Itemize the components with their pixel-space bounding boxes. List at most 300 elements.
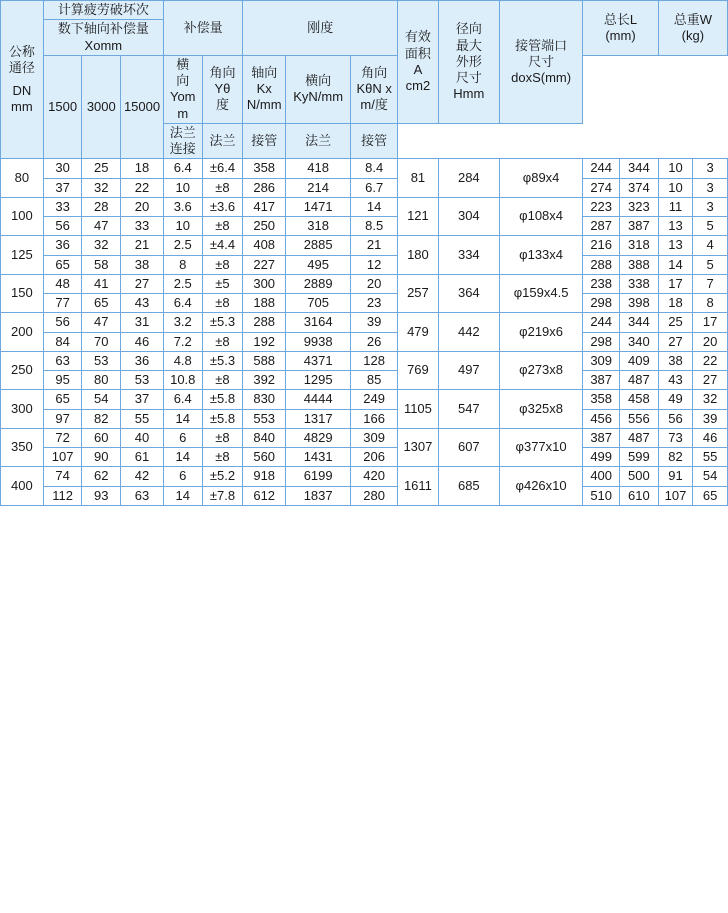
cell-fatigue-15000: 46 bbox=[121, 332, 164, 351]
cell-stiff-axial: 358 bbox=[243, 159, 286, 178]
header-stiff-axial-line3: N/mm bbox=[246, 97, 282, 113]
cell-stiff-angular: 14 bbox=[351, 197, 398, 216]
cell-nozzle: φ133x4 bbox=[499, 236, 582, 275]
cell-radial: 547 bbox=[438, 390, 499, 429]
header-stiff-lateral-line2: KyN/mm bbox=[293, 89, 344, 105]
header-dn-line2: 通径 bbox=[8, 60, 35, 76]
cell-dn: 350 bbox=[1, 428, 44, 467]
header-weight-line2: (kg) bbox=[681, 27, 705, 43]
cell-length-flange: 238 bbox=[583, 274, 620, 293]
cell-length-flange: 387 bbox=[583, 428, 620, 447]
cell-fatigue-1500: 65 bbox=[43, 390, 82, 409]
cell-fatigue-3000: 93 bbox=[82, 486, 121, 505]
header-weight-pipe bbox=[351, 123, 398, 159]
header-length-line2: (mm) bbox=[605, 27, 636, 43]
cell-length-pipe: 318 bbox=[619, 236, 658, 255]
table-row bbox=[1, 371, 728, 390]
cell-stiff-lateral: 1837 bbox=[286, 486, 351, 505]
cell-radial: 442 bbox=[438, 313, 499, 352]
header-fatigue-sub-line1: 数下轴向补偿量 bbox=[57, 21, 149, 37]
header-stiffness-group: 刚度 bbox=[243, 1, 398, 56]
cell-fatigue-15000: 18 bbox=[121, 159, 164, 178]
cell-stiff-angular: 166 bbox=[351, 409, 398, 428]
cell-stiff-lateral: 2885 bbox=[286, 236, 351, 255]
cell-stiff-lateral: 1295 bbox=[286, 371, 351, 390]
header-dn-line3: DN bbox=[12, 82, 32, 98]
header-weight-group bbox=[658, 1, 727, 56]
cell-length-pipe: 487 bbox=[619, 371, 658, 390]
cell-length-flange: 244 bbox=[583, 159, 620, 178]
cell-stiff-axial: 286 bbox=[243, 178, 286, 197]
cell-length-pipe: 338 bbox=[619, 274, 658, 293]
table-row bbox=[1, 390, 728, 409]
cell-weight-pipe: 54 bbox=[693, 467, 728, 486]
table-row bbox=[1, 351, 728, 370]
cell-fatigue-3000: 82 bbox=[82, 409, 121, 428]
cell-fatigue-15000: 27 bbox=[121, 274, 164, 293]
cell-weight-pipe: 39 bbox=[693, 409, 728, 428]
cell-radial: 334 bbox=[438, 236, 499, 275]
cell-fatigue-3000: 65 bbox=[82, 294, 121, 313]
cell-area: 81 bbox=[398, 159, 439, 198]
header-stiff-angular-line3: m/度 bbox=[360, 97, 388, 113]
cell-fatigue-1500: 112 bbox=[43, 486, 82, 505]
cell-fatigue-3000: 60 bbox=[82, 428, 121, 447]
cell-weight-flange: 49 bbox=[658, 390, 693, 409]
table-row bbox=[1, 159, 728, 178]
cell-comp-angular: ±5 bbox=[202, 274, 243, 293]
header-radial-line5: Hmm bbox=[453, 86, 485, 102]
cell-fatigue-15000: 43 bbox=[121, 294, 164, 313]
cell-comp-angular: ±4.4 bbox=[202, 236, 243, 255]
cell-length-pipe: 458 bbox=[619, 390, 658, 409]
cell-length-flange: 287 bbox=[583, 217, 620, 236]
header-stiff-axial bbox=[243, 55, 286, 123]
cell-stiff-lateral: 418 bbox=[286, 159, 351, 178]
cell-weight-pipe: 3 bbox=[693, 197, 728, 216]
header-weight-line1: 总重W bbox=[673, 11, 712, 27]
header-nozzle-line1: 接管端口 bbox=[515, 37, 568, 53]
cell-weight-flange: 91 bbox=[658, 467, 693, 486]
cell-length-pipe: 340 bbox=[619, 332, 658, 351]
cell-stiff-angular: 20 bbox=[351, 274, 398, 293]
cell-stiff-angular: 128 bbox=[351, 351, 398, 370]
cell-stiff-angular: 23 bbox=[351, 294, 398, 313]
cell-stiff-lateral: 705 bbox=[286, 294, 351, 313]
cell-nozzle: φ325x8 bbox=[499, 390, 582, 429]
cell-stiff-axial: 417 bbox=[243, 197, 286, 216]
cell-comp-angular: ±5.8 bbox=[202, 409, 243, 428]
cell-comp-lateral: 6.4 bbox=[163, 294, 202, 313]
cell-dn: 400 bbox=[1, 467, 44, 506]
cell-stiff-axial: 612 bbox=[243, 486, 286, 505]
table-body bbox=[1, 159, 728, 506]
cell-weight-pipe: 5 bbox=[693, 217, 728, 236]
header-compensation-group: 补偿量 bbox=[163, 1, 242, 56]
cell-length-flange: 216 bbox=[583, 236, 620, 255]
cell-comp-angular: ±8 bbox=[202, 178, 243, 197]
cell-weight-flange: 82 bbox=[658, 448, 693, 467]
cell-length-flange: 400 bbox=[583, 467, 620, 486]
cell-area: 479 bbox=[398, 313, 439, 352]
header-nozzle-sub: 法兰连接 bbox=[163, 123, 202, 159]
cell-length-flange: 288 bbox=[583, 255, 620, 274]
cell-stiff-axial: 553 bbox=[243, 409, 286, 428]
cell-fatigue-1500: 56 bbox=[43, 313, 82, 332]
header-stiff-axial-line1: 轴向 bbox=[251, 64, 278, 80]
table-row bbox=[1, 178, 728, 197]
header-comp-lateral-line3: Yomm bbox=[169, 89, 196, 121]
header-fatigue-15000: 15000 bbox=[121, 55, 164, 159]
cell-area: 1105 bbox=[398, 390, 439, 429]
cell-length-flange: 298 bbox=[583, 332, 620, 351]
cell-radial: 685 bbox=[438, 467, 499, 506]
cell-weight-pipe: 20 bbox=[693, 332, 728, 351]
cell-comp-lateral: 6 bbox=[163, 467, 202, 486]
cell-fatigue-1500: 36 bbox=[43, 236, 82, 255]
table-row bbox=[1, 197, 728, 216]
cell-fatigue-3000: 47 bbox=[82, 217, 121, 236]
cell-comp-angular: ±5.3 bbox=[202, 313, 243, 332]
header-comp-angular bbox=[202, 55, 243, 123]
header-area-line2: 面积 bbox=[404, 45, 431, 61]
cell-comp-angular: ±7.8 bbox=[202, 486, 243, 505]
cell-fatigue-15000: 42 bbox=[121, 467, 164, 486]
cell-weight-pipe: 3 bbox=[693, 178, 728, 197]
cell-length-flange: 223 bbox=[583, 197, 620, 216]
cell-weight-flange: 13 bbox=[658, 236, 693, 255]
header-stiff-angular bbox=[351, 55, 398, 123]
header-radial-line2: 最大 bbox=[455, 37, 482, 53]
cell-weight-pipe: 46 bbox=[693, 428, 728, 447]
cell-comp-lateral: 14 bbox=[163, 409, 202, 428]
cell-stiff-angular: 8.4 bbox=[351, 159, 398, 178]
cell-length-pipe: 556 bbox=[619, 409, 658, 428]
cell-fatigue-3000: 90 bbox=[82, 448, 121, 467]
cell-stiff-lateral: 6199 bbox=[286, 467, 351, 486]
cell-dn: 200 bbox=[1, 313, 44, 352]
header-nozzle-line3: doxS(mm) bbox=[511, 70, 572, 85]
cell-radial: 364 bbox=[438, 274, 499, 313]
cell-stiff-angular: 206 bbox=[351, 448, 398, 467]
cell-weight-flange: 27 bbox=[658, 332, 693, 351]
cell-length-pipe: 344 bbox=[619, 159, 658, 178]
header-nozzle-group bbox=[499, 1, 582, 124]
header-area-line4: cm2 bbox=[405, 78, 431, 94]
header-length-pipe-text: 接管 bbox=[251, 132, 278, 148]
cell-comp-angular: ±8 bbox=[202, 217, 243, 236]
cell-stiff-axial: 408 bbox=[243, 236, 286, 255]
cell-stiff-axial: 188 bbox=[243, 294, 286, 313]
header-comp-lateral-line1: 横 bbox=[176, 56, 190, 72]
cell-weight-flange: 25 bbox=[658, 313, 693, 332]
cell-fatigue-15000: 33 bbox=[121, 217, 164, 236]
header-length-flange bbox=[202, 123, 243, 159]
cell-length-pipe: 398 bbox=[619, 294, 658, 313]
cell-length-flange: 309 bbox=[583, 351, 620, 370]
cell-fatigue-15000: 61 bbox=[121, 448, 164, 467]
cell-nozzle: φ89x4 bbox=[499, 159, 582, 198]
cell-stiff-angular: 85 bbox=[351, 371, 398, 390]
cell-fatigue-3000: 54 bbox=[82, 390, 121, 409]
cell-stiff-axial: 918 bbox=[243, 467, 286, 486]
cell-length-pipe: 487 bbox=[619, 428, 658, 447]
cell-dn: 80 bbox=[1, 159, 44, 198]
cell-stiff-axial: 227 bbox=[243, 255, 286, 274]
cell-radial: 284 bbox=[438, 159, 499, 198]
cell-fatigue-1500: 84 bbox=[43, 332, 82, 351]
cell-comp-lateral: 10 bbox=[163, 178, 202, 197]
cell-length-flange: 499 bbox=[583, 448, 620, 467]
cell-dn: 250 bbox=[1, 351, 44, 390]
cell-fatigue-1500: 56 bbox=[43, 217, 82, 236]
cell-fatigue-1500: 30 bbox=[43, 159, 82, 178]
cell-weight-flange: 10 bbox=[658, 159, 693, 178]
cell-comp-angular: ±8 bbox=[202, 255, 243, 274]
cell-fatigue-15000: 21 bbox=[121, 236, 164, 255]
cell-dn: 125 bbox=[1, 236, 44, 275]
cell-comp-lateral: 6 bbox=[163, 428, 202, 447]
header-stiff-angular-line2: KθN x bbox=[356, 81, 392, 97]
header-weight-flange bbox=[286, 123, 351, 159]
cell-length-pipe: 323 bbox=[619, 197, 658, 216]
cell-stiff-axial: 288 bbox=[243, 313, 286, 332]
cell-fatigue-3000: 58 bbox=[82, 255, 121, 274]
header-radial-line4: 尺寸 bbox=[455, 70, 482, 85]
cell-fatigue-3000: 62 bbox=[82, 467, 121, 486]
cell-fatigue-1500: 63 bbox=[43, 351, 82, 370]
cell-weight-pipe: 3 bbox=[693, 159, 728, 178]
header-length-pipe bbox=[243, 123, 286, 159]
cell-fatigue-1500: 65 bbox=[43, 255, 82, 274]
cell-comp-lateral: 8 bbox=[163, 255, 202, 274]
cell-weight-flange: 17 bbox=[658, 274, 693, 293]
header-dn-line1: 公称 bbox=[8, 44, 35, 60]
cell-stiff-axial: 840 bbox=[243, 428, 286, 447]
cell-weight-pipe: 22 bbox=[693, 351, 728, 370]
cell-fatigue-3000: 32 bbox=[82, 236, 121, 255]
header-area-line1: 有效 bbox=[404, 29, 431, 45]
header-weight-pipe-text: 接管 bbox=[361, 132, 388, 148]
cell-radial: 607 bbox=[438, 428, 499, 467]
cell-comp-lateral: 7.2 bbox=[163, 332, 202, 351]
cell-fatigue-1500: 107 bbox=[43, 448, 82, 467]
cell-stiff-lateral: 495 bbox=[286, 255, 351, 274]
table-row bbox=[1, 313, 728, 332]
cell-fatigue-3000: 32 bbox=[82, 178, 121, 197]
header-comp-angular-line1: 角向 bbox=[209, 64, 236, 80]
cell-length-pipe: 409 bbox=[619, 351, 658, 370]
cell-weight-flange: 13 bbox=[658, 217, 693, 236]
cell-area: 257 bbox=[398, 274, 439, 313]
cell-comp-lateral: 10.8 bbox=[163, 371, 202, 390]
cell-fatigue-1500: 72 bbox=[43, 428, 82, 447]
cell-area: 769 bbox=[398, 351, 439, 390]
cell-weight-pipe: 27 bbox=[693, 371, 728, 390]
cell-stiff-angular: 309 bbox=[351, 428, 398, 447]
cell-stiff-axial: 560 bbox=[243, 448, 286, 467]
cell-stiff-lateral: 1317 bbox=[286, 409, 351, 428]
cell-weight-flange: 10 bbox=[658, 178, 693, 197]
header-fatigue-3000: 3000 bbox=[82, 55, 121, 159]
cell-comp-angular: ±8 bbox=[202, 448, 243, 467]
cell-fatigue-1500: 37 bbox=[43, 178, 82, 197]
header-area bbox=[398, 1, 439, 124]
cell-stiff-angular: 8.5 bbox=[351, 217, 398, 236]
cell-stiff-angular: 12 bbox=[351, 255, 398, 274]
header-length-flange-text: 法兰 bbox=[209, 132, 236, 148]
cell-comp-lateral: 14 bbox=[163, 448, 202, 467]
cell-length-pipe: 599 bbox=[619, 448, 658, 467]
header-fatigue-unit: Xomm bbox=[84, 37, 123, 53]
cell-stiff-lateral: 4444 bbox=[286, 390, 351, 409]
cell-fatigue-1500: 95 bbox=[43, 371, 82, 390]
cell-comp-angular: ±6.4 bbox=[202, 159, 243, 178]
cell-comp-angular: ±8 bbox=[202, 332, 243, 351]
header-comp-lateral bbox=[163, 55, 202, 123]
cell-weight-pipe: 4 bbox=[693, 236, 728, 255]
header-length-line1: 总长L bbox=[603, 11, 638, 27]
cell-nozzle: φ219x6 bbox=[499, 313, 582, 352]
cell-length-flange: 510 bbox=[583, 486, 620, 505]
cell-stiff-angular: 249 bbox=[351, 390, 398, 409]
cell-dn: 150 bbox=[1, 274, 44, 313]
cell-length-pipe: 374 bbox=[619, 178, 658, 197]
cell-weight-pipe: 5 bbox=[693, 255, 728, 274]
cell-comp-angular: ±3.6 bbox=[202, 197, 243, 216]
cell-length-pipe: 500 bbox=[619, 467, 658, 486]
cell-nozzle: φ377x10 bbox=[499, 428, 582, 467]
cell-length-pipe: 344 bbox=[619, 313, 658, 332]
cell-stiff-angular: 6.7 bbox=[351, 178, 398, 197]
cell-weight-flange: 73 bbox=[658, 428, 693, 447]
table-row bbox=[1, 217, 728, 236]
cell-length-pipe: 387 bbox=[619, 217, 658, 236]
cell-fatigue-15000: 40 bbox=[121, 428, 164, 447]
cell-length-flange: 298 bbox=[583, 294, 620, 313]
cell-fatigue-3000: 53 bbox=[82, 351, 121, 370]
cell-weight-pipe: 7 bbox=[693, 274, 728, 293]
cell-length-flange: 358 bbox=[583, 390, 620, 409]
cell-comp-lateral: 3.6 bbox=[163, 197, 202, 216]
header-length-group bbox=[583, 1, 658, 56]
cell-stiff-axial: 392 bbox=[243, 371, 286, 390]
cell-nozzle: φ159x4.5 bbox=[499, 274, 582, 313]
cell-fatigue-3000: 47 bbox=[82, 313, 121, 332]
cell-weight-pipe: 8 bbox=[693, 294, 728, 313]
cell-fatigue-3000: 28 bbox=[82, 197, 121, 216]
cell-comp-lateral: 2.5 bbox=[163, 274, 202, 293]
cell-fatigue-15000: 38 bbox=[121, 255, 164, 274]
cell-fatigue-15000: 31 bbox=[121, 313, 164, 332]
cell-fatigue-15000: 22 bbox=[121, 178, 164, 197]
cell-stiff-lateral: 4371 bbox=[286, 351, 351, 370]
cell-length-flange: 274 bbox=[583, 178, 620, 197]
cell-fatigue-1500: 77 bbox=[43, 294, 82, 313]
table-row bbox=[1, 409, 728, 428]
table-row bbox=[1, 255, 728, 274]
cell-weight-pipe: 65 bbox=[693, 486, 728, 505]
cell-weight-flange: 43 bbox=[658, 371, 693, 390]
cell-nozzle: φ426x10 bbox=[499, 467, 582, 506]
cell-fatigue-15000: 37 bbox=[121, 390, 164, 409]
cell-weight-flange: 56 bbox=[658, 409, 693, 428]
cell-fatigue-15000: 53 bbox=[121, 371, 164, 390]
cell-fatigue-3000: 70 bbox=[82, 332, 121, 351]
table-row bbox=[1, 448, 728, 467]
header-stiff-lateral bbox=[286, 55, 351, 123]
cell-fatigue-1500: 33 bbox=[43, 197, 82, 216]
cell-weight-pipe: 17 bbox=[693, 313, 728, 332]
cell-length-flange: 244 bbox=[583, 313, 620, 332]
cell-nozzle: φ108x4 bbox=[499, 197, 582, 236]
header-stiff-angular-line1: 角向 bbox=[361, 64, 388, 80]
cell-nozzle: φ273x8 bbox=[499, 351, 582, 390]
table-row bbox=[1, 294, 728, 313]
cell-comp-lateral: 4.8 bbox=[163, 351, 202, 370]
cell-weight-flange: 14 bbox=[658, 255, 693, 274]
cell-comp-angular: ±8 bbox=[202, 371, 243, 390]
cell-comp-lateral: 3.2 bbox=[163, 313, 202, 332]
header-radial bbox=[438, 1, 499, 124]
cell-stiff-lateral: 214 bbox=[286, 178, 351, 197]
header-area-line3: A bbox=[413, 61, 423, 77]
table-row bbox=[1, 428, 728, 447]
cell-stiff-angular: 39 bbox=[351, 313, 398, 332]
table-header bbox=[1, 1, 728, 159]
cell-fatigue-15000: 63 bbox=[121, 486, 164, 505]
cell-stiff-axial: 192 bbox=[243, 332, 286, 351]
cell-fatigue-15000: 55 bbox=[121, 409, 164, 428]
cell-stiff-lateral: 4829 bbox=[286, 428, 351, 447]
cell-fatigue-1500: 48 bbox=[43, 274, 82, 293]
header-fatigue-1500: 1500 bbox=[43, 55, 82, 159]
cell-dn: 300 bbox=[1, 390, 44, 429]
header-comp-lateral-line2: 向 bbox=[176, 73, 190, 88]
cell-area: 180 bbox=[398, 236, 439, 275]
cell-weight-pipe: 32 bbox=[693, 390, 728, 409]
cell-stiff-angular: 26 bbox=[351, 332, 398, 351]
cell-weight-flange: 38 bbox=[658, 351, 693, 370]
cell-comp-angular: ±8 bbox=[202, 294, 243, 313]
cell-comp-lateral: 14 bbox=[163, 486, 202, 505]
cell-area: 1611 bbox=[398, 467, 439, 506]
cell-comp-lateral: 6.4 bbox=[163, 390, 202, 409]
cell-stiff-lateral: 9938 bbox=[286, 332, 351, 351]
cell-comp-lateral: 10 bbox=[163, 217, 202, 236]
cell-fatigue-1500: 74 bbox=[43, 467, 82, 486]
cell-comp-angular: ±5.3 bbox=[202, 351, 243, 370]
cell-stiff-lateral: 2889 bbox=[286, 274, 351, 293]
header-radial-line1: 径向 bbox=[455, 21, 482, 37]
cell-stiff-angular: 420 bbox=[351, 467, 398, 486]
header-weight-flange-text: 法兰 bbox=[305, 132, 332, 148]
cell-fatigue-3000: 25 bbox=[82, 159, 121, 178]
cell-length-flange: 387 bbox=[583, 371, 620, 390]
header-stiff-lateral-line1: 横向 bbox=[305, 73, 332, 88]
header-fatigue-sub bbox=[43, 20, 163, 56]
table-row bbox=[1, 274, 728, 293]
header-fatigue-group: 计算疲劳破坏次 bbox=[43, 1, 163, 20]
table-row bbox=[1, 332, 728, 351]
table-row bbox=[1, 467, 728, 486]
cell-comp-angular: ±5.8 bbox=[202, 390, 243, 409]
cell-stiff-axial: 830 bbox=[243, 390, 286, 409]
cell-radial: 304 bbox=[438, 197, 499, 236]
cell-weight-flange: 18 bbox=[658, 294, 693, 313]
cell-length-flange: 456 bbox=[583, 409, 620, 428]
cell-stiff-lateral: 318 bbox=[286, 217, 351, 236]
